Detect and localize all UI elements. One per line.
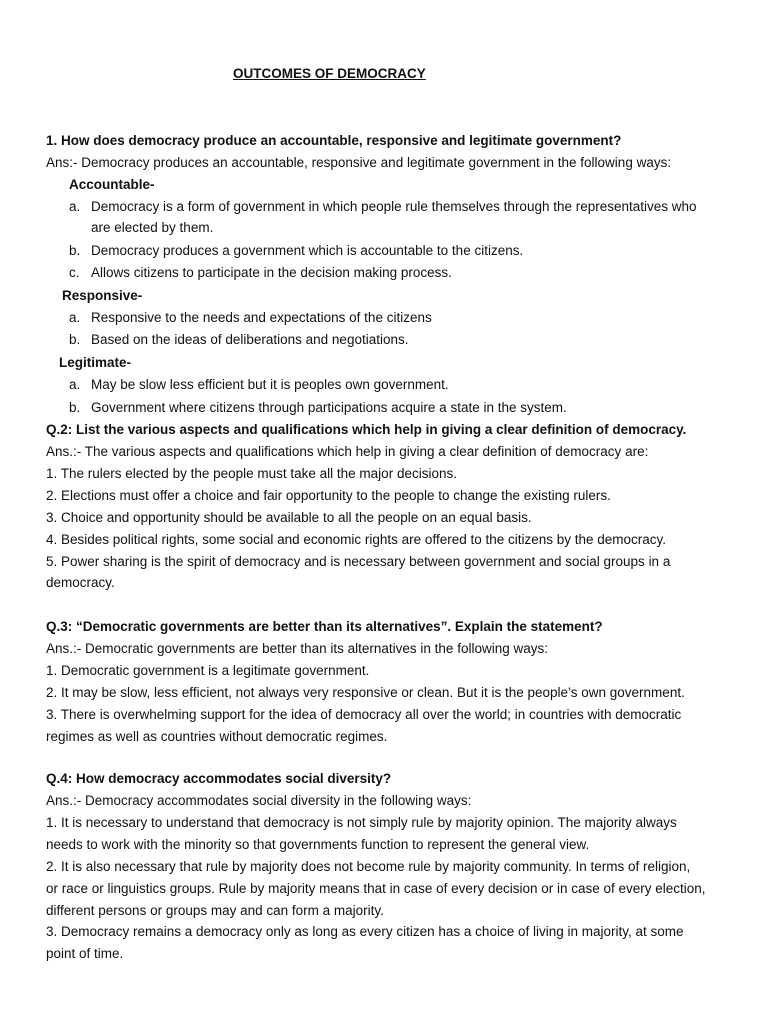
question-1: 1. How does democracy produce an accountable, responsive and legitimate government?: [46, 133, 622, 148]
list-marker: a.: [69, 377, 81, 392]
answer-line: needs to work with the minority so that governments function to represent the general view.: [46, 837, 590, 852]
list-item: Democracy produces a government which is accountable to the citizens.: [91, 243, 524, 258]
list-item: Government where citizens through participations acquire a state in the system.: [91, 400, 567, 415]
list-marker: b.: [69, 400, 81, 415]
list-item: Based on the ideas of deliberations and negotiations.: [91, 332, 409, 347]
page-title: OUTCOMES OF DEMOCRACY: [233, 66, 426, 81]
list-marker: a.: [69, 199, 81, 214]
answer-line: democracy.: [46, 575, 115, 590]
question-4: Q.4: How democracy accommodates social diversity?: [46, 771, 392, 786]
list-item: Democracy is a form of government in which people rule themselves through the representatives who: [91, 199, 697, 214]
answer-line: or race or linguistics groups. Rule by majority means that in case of every decision or in case of every election,: [46, 881, 706, 896]
accountable-heading: Accountable-: [69, 177, 155, 192]
list-marker: c.: [69, 265, 80, 280]
answer-line: 4. Besides political rights, some social and economic rights are offered to the citizens by the democracy.: [46, 532, 667, 547]
legitimate-heading: Legitimate-: [59, 355, 132, 370]
answer-4-intro: Ans.:- Democracy accommodates social diversity in the following ways:: [46, 793, 472, 808]
answer-line: 1. The rulers elected by the people must take all the major decisions.: [46, 466, 457, 481]
answer-line: 1. Democratic government is a legitimate government.: [46, 663, 370, 678]
list-item: Responsive to the needs and expectations of the citizens: [91, 310, 432, 325]
answer-line: 2. Elections must offer a choice and fair opportunity to the people to change the existing rulers.: [46, 488, 611, 503]
answer-2-intro: Ans.:- The various aspects and qualifications which help in giving a clear definition of democracy are:: [46, 444, 649, 459]
question-3: Q.3: “Democratic governments are better than its alternatives”. Explain the statement?: [46, 619, 603, 634]
answer-line: different persons or groups may and can form a majority.: [46, 903, 384, 918]
answer-1-intro: Ans:- Democracy produces an accountable, responsive and legitimate government in the following ways:: [46, 155, 672, 170]
answer-line: 2. It is also necessary that rule by majority does not become rule by majority community. In terms of religion,: [46, 859, 691, 874]
answer-line: 5. Power sharing is the spirit of democracy and is necessary between government and social groups in a: [46, 554, 671, 569]
responsive-heading: Responsive-: [62, 288, 143, 303]
list-item: Allows citizens to participate in the decision making process.: [91, 265, 452, 280]
list-marker: b.: [69, 332, 81, 347]
answer-line: regimes as well as countries without democratic regimes.: [46, 729, 388, 744]
answer-line: 3. Democracy remains a democracy only as long as every citizen has a choice of living in majority, at some: [46, 924, 684, 939]
answer-line: 1. It is necessary to understand that democracy is not simply rule by majority opinion. The majority always: [46, 815, 677, 830]
answer-line: 3. There is overwhelming support for the idea of democracy all over the world; in countries with democratic: [46, 707, 682, 722]
answer-line: 3. Choice and opportunity should be available to all the people on an equal basis.: [46, 510, 532, 525]
answer-line: 2. It may be slow, less efficient, not always very responsive or clean. But it is the people’s own government.: [46, 685, 685, 700]
list-marker: b.: [69, 243, 81, 258]
question-2: Q.2: List the various aspects and qualifications which help in giving a clear definition of democracy.: [46, 422, 687, 437]
list-item: May be slow less efficient but it is peoples own government.: [91, 377, 449, 392]
answer-line: point of time.: [46, 946, 124, 961]
list-marker: a.: [69, 310, 81, 325]
list-item-continuation: are elected by them.: [91, 220, 214, 235]
answer-3-intro: Ans.:- Democratic governments are better than its alternatives in the following ways:: [46, 641, 548, 656]
